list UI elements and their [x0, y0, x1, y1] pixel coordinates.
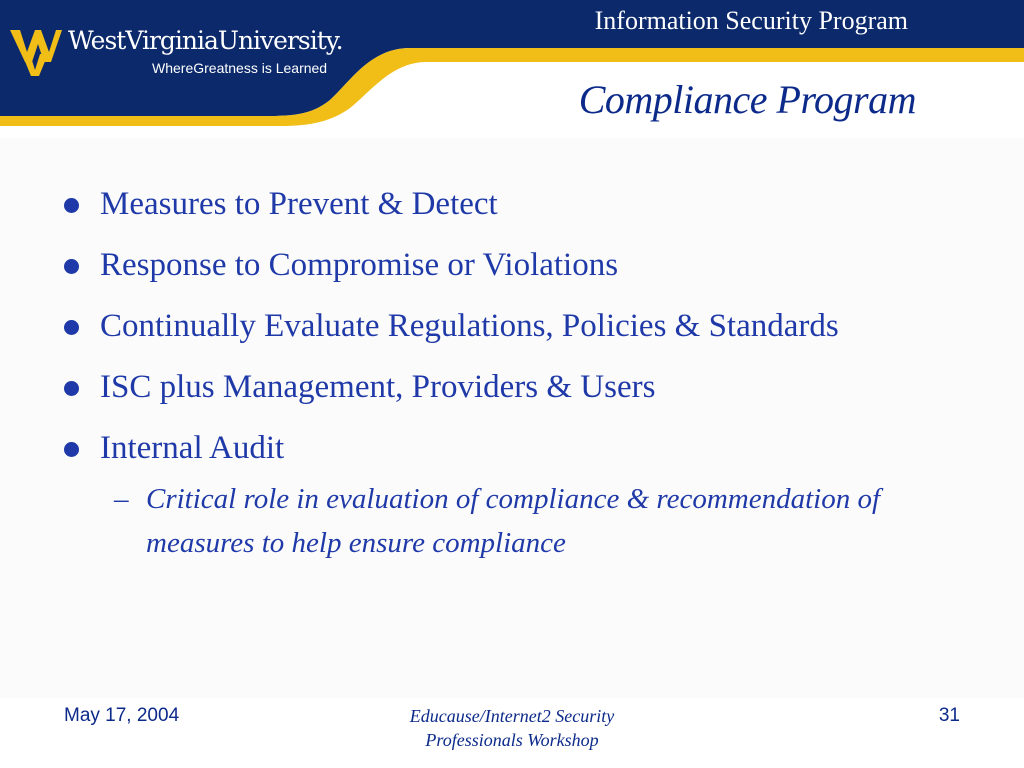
program-title: Information Security Program [594, 6, 908, 35]
page-number: 31 [938, 705, 960, 726]
bullet-item [62, 178, 962, 230]
bullet-item [62, 422, 962, 474]
footer-event-line2: Professionals Workshop [425, 730, 599, 750]
bullet-dot-icon [64, 381, 79, 396]
sub-bullet-text: Critical role in evaluation of compliance & recommendation of measures to help ensure compliance [146, 483, 881, 559]
bullet-text: Internal Audit [100, 430, 285, 466]
bullet-dot-icon [64, 320, 79, 335]
bullet-list [62, 178, 962, 565]
bullet-dot-icon [64, 442, 79, 457]
footer-date: May 17, 2004 [64, 705, 180, 726]
sub-bullet-item [62, 477, 966, 565]
footer-event-line1: Educause/Internet2 Security [409, 706, 615, 726]
sub-bullet-dash: – [114, 483, 129, 515]
university-name: WestVirginiaUniversity. [68, 26, 343, 55]
footer-event [362, 704, 662, 752]
bullet-text: ISC plus Management, Providers & Users [100, 369, 656, 405]
bullet-dot-icon [64, 259, 79, 274]
bullet-dot-icon [64, 198, 79, 213]
university-tagline: WhereGreatness is Learned [152, 60, 328, 76]
bullet-text: Continually Evaluate Regulations, Policies & Standards [100, 308, 839, 344]
wv-monogram-icon [8, 24, 62, 76]
university-logo [8, 20, 348, 80]
slide-title: Compliance Program [578, 77, 916, 122]
bullet-item [62, 300, 880, 352]
bullet-item [62, 361, 962, 413]
bullet-text: Response to Compromise or Violations [100, 247, 619, 283]
bullet-text: Measures to Prevent & Detect [100, 186, 498, 222]
bullet-item [62, 239, 962, 291]
